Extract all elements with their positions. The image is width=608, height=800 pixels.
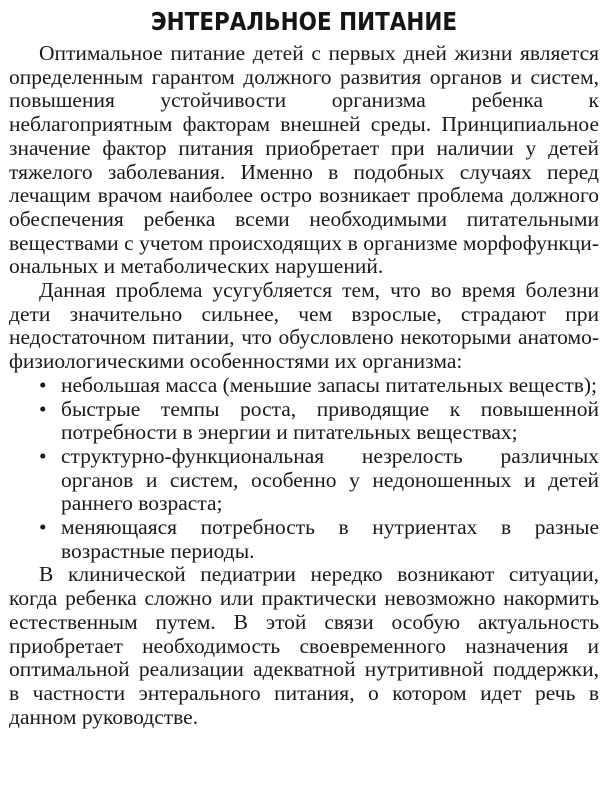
paragraph-intro: Оптимальное питание детей с первых дней жизни является определенным гарантом должного развития органов и систем, повышения устойчивости организма ребенка к неблагоприятным факторам внешней среды. Принципиальное значение фактор питания приобретает при наличии у детей тяжелого заболевания. Именно в подобных случаях перед лечащим врачом наиболее остро возникает проблема должного обеспечения ребенка всеми необходимыми питательными веществами с учетом происходящих в организме морфофункциональных и метаболических нарушений.: [9, 41, 599, 279]
list-item: [33, 374, 599, 398]
page-title: ЭНТЕРАЛЬНОЕ ПИТАНИЕ: [150, 7, 458, 36]
list-item-text: меняющаяся потребность в нутриентах в разные возрастные периоды.: [61, 515, 599, 563]
list-item: [33, 516, 599, 563]
paragraph-problem: Данная проблема усугубляется тем, что во время болезни дети значительно сильнее, чем взрослые, страдают при недостаточном питании, что обусловлено некоторыми анатомо-физиологическими особенностями их организма:: [9, 278, 599, 374]
list-item-text: структурно-функциональная незрелость различных органов и систем, особенно у недоношенных и детей раннего возраста;: [61, 443, 599, 516]
list-item: [33, 398, 599, 445]
bullet-icon: •: [39, 396, 47, 421]
paragraph-conclusion: В клинической педиатрии нередко возникают ситуации, когда ребенка сложно или практически невозможно накормить естественным путем. В этой связи особую актуальность приобретает необходимость своевременного назначения и оптимальной реализации адекватной нутритивной поддержки, в частности энтерального питания, о котором идет речь в данном руководстве.: [9, 562, 599, 729]
bullet-icon: •: [39, 443, 47, 468]
features-list: [9, 374, 599, 564]
body-text: [9, 42, 599, 729]
bullet-icon: •: [39, 515, 47, 540]
document-page: [9, 6, 599, 729]
bullet-icon: •: [39, 372, 47, 397]
list-item-text: быстрые темпы роста, приводящие к повышенной потребности в энергии и питательных веществах;: [61, 396, 599, 445]
list-item: [33, 445, 599, 516]
list-item-text: небольшая масса (меньшие запасы питательных веществ);: [61, 372, 598, 397]
